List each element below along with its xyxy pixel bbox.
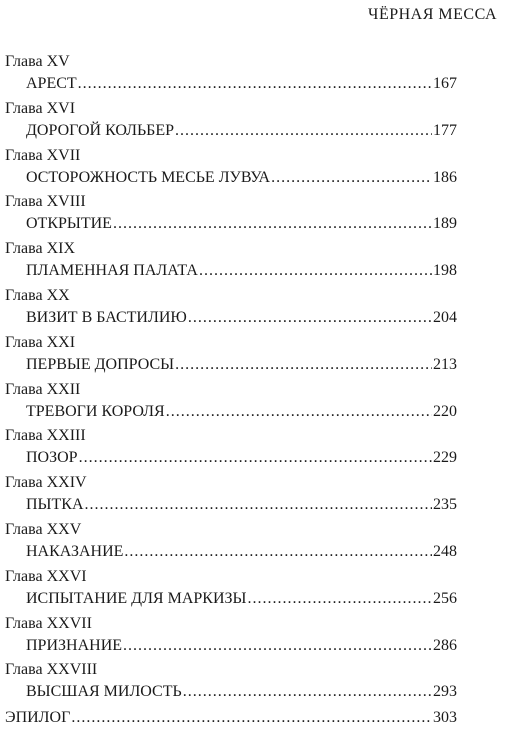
dot-leader — [78, 72, 432, 95]
toc-chapter — [5, 238, 457, 285]
entry-title: ПРИЗНАНИЕ — [26, 636, 123, 654]
chapter-label: Глава XXV — [5, 520, 82, 538]
entry-title: ОТКРЫТИЕ — [26, 215, 112, 233]
page-number: 235 — [433, 496, 457, 514]
dot-leader — [71, 706, 432, 729]
toc-entry-epilogue[interactable] — [5, 706, 457, 729]
page-number: 286 — [433, 636, 457, 654]
entry-title: ОСТОРОЖНОСТЬ МЕСЬЕ ЛУВУА — [26, 168, 271, 186]
page-number: 248 — [433, 542, 457, 560]
dot-leader — [85, 493, 432, 516]
dot-leader — [123, 634, 432, 657]
entry-title: АРЕСТ — [26, 75, 77, 92]
page-number: 198 — [433, 262, 457, 280]
table-of-contents — [5, 51, 457, 729]
toc-entry[interactable] — [26, 259, 457, 282]
page-number: 256 — [433, 589, 457, 607]
page-number: 204 — [433, 308, 457, 326]
dot-leader — [113, 212, 432, 235]
chapter-label: Глава XX — [5, 286, 70, 304]
toc-chapter — [5, 519, 457, 566]
toc-entry[interactable] — [26, 680, 457, 703]
entry-title: ДОРОГОЙ КОЛЬБЕР — [26, 121, 175, 139]
toc-chapter — [5, 659, 457, 706]
dot-leader — [175, 119, 432, 142]
dot-leader — [183, 680, 432, 703]
toc-chapter — [5, 425, 457, 472]
chapter-label: Глава XXVI — [5, 567, 87, 585]
toc-chapter — [5, 566, 457, 613]
chapter-label: Глава XVII — [5, 146, 81, 164]
toc-entry[interactable] — [26, 446, 457, 469]
page-number: 303 — [433, 709, 457, 727]
page-number: 293 — [433, 683, 457, 701]
page-number: 220 — [433, 402, 457, 420]
page-number: 177 — [433, 121, 457, 139]
chapter-label: Глава XVIII — [5, 193, 86, 211]
toc-chapter — [5, 472, 457, 519]
entry-title: ВИЗИТ В БАСТИЛИЮ — [26, 308, 187, 326]
chapter-label: Глава XXII — [5, 380, 81, 398]
toc-entry[interactable] — [26, 212, 457, 235]
toc-chapter — [5, 332, 457, 379]
toc-entry[interactable] — [26, 353, 457, 376]
page-number: 189 — [433, 215, 457, 233]
dot-leader — [79, 446, 432, 469]
toc-chapter — [5, 98, 457, 145]
entry-title: ПЕРВЫЕ ДОПРОСЫ — [26, 355, 175, 373]
toc-entry[interactable] — [26, 119, 457, 142]
chapter-list — [5, 51, 457, 706]
chapter-label: Глава XXVII — [5, 614, 92, 632]
page-number: 229 — [433, 449, 457, 467]
chapter-label: Глава XXIV — [5, 474, 87, 492]
entry-title: ТРЕВОГИ КОРОЛЯ — [26, 402, 165, 420]
toc-chapter — [5, 285, 457, 332]
toc-chapter — [5, 191, 457, 238]
dot-leader — [188, 306, 432, 329]
toc-entry[interactable] — [26, 634, 457, 657]
entry-title: ПОЗОР — [26, 449, 78, 467]
toc-chapter — [5, 379, 457, 426]
chapter-label: Глава XXI — [5, 333, 76, 351]
chapter-label: Глава XXIII — [5, 427, 86, 445]
toc-entry[interactable] — [26, 587, 457, 610]
dot-leader — [247, 587, 432, 610]
dot-leader — [271, 166, 432, 189]
toc-entry[interactable] — [26, 540, 457, 563]
chapter-label: Глава XVI — [5, 99, 76, 117]
entry-title: ПЫТКА — [26, 496, 84, 514]
entry-title: НАКАЗАНИЕ — [26, 542, 124, 560]
entry-title: ИСПЫТАНИЕ ДЛЯ МАРКИЗЫ — [26, 589, 247, 607]
page-number: 167 — [433, 75, 457, 92]
toc-chapter — [5, 145, 457, 192]
dot-leader — [124, 540, 432, 563]
toc-entry[interactable] — [26, 400, 457, 423]
page-number: 186 — [433, 168, 457, 186]
running-header: ЧЁРНАЯ МЕССА — [368, 6, 497, 23]
toc-entry[interactable] — [26, 72, 457, 95]
toc-entry[interactable] — [26, 306, 457, 329]
chapter-label: Глава XV — [5, 53, 70, 70]
chapter-label: Глава XXVIII — [5, 661, 98, 679]
toc-entry[interactable] — [26, 166, 457, 189]
toc-chapter — [5, 613, 457, 660]
page-number: 213 — [433, 355, 457, 373]
entry-title: ЭПИЛОГ — [5, 709, 71, 727]
toc-entry[interactable] — [26, 493, 457, 516]
dot-leader — [166, 400, 432, 423]
entry-title: ВЫСШАЯ МИЛОСТЬ — [26, 683, 182, 701]
entry-title: ПЛАМЕННАЯ ПАЛАТА — [26, 262, 198, 280]
toc-chapter — [5, 51, 457, 98]
dot-leader — [175, 353, 432, 376]
dot-leader — [199, 259, 432, 282]
chapter-label: Глава XIX — [5, 240, 76, 258]
